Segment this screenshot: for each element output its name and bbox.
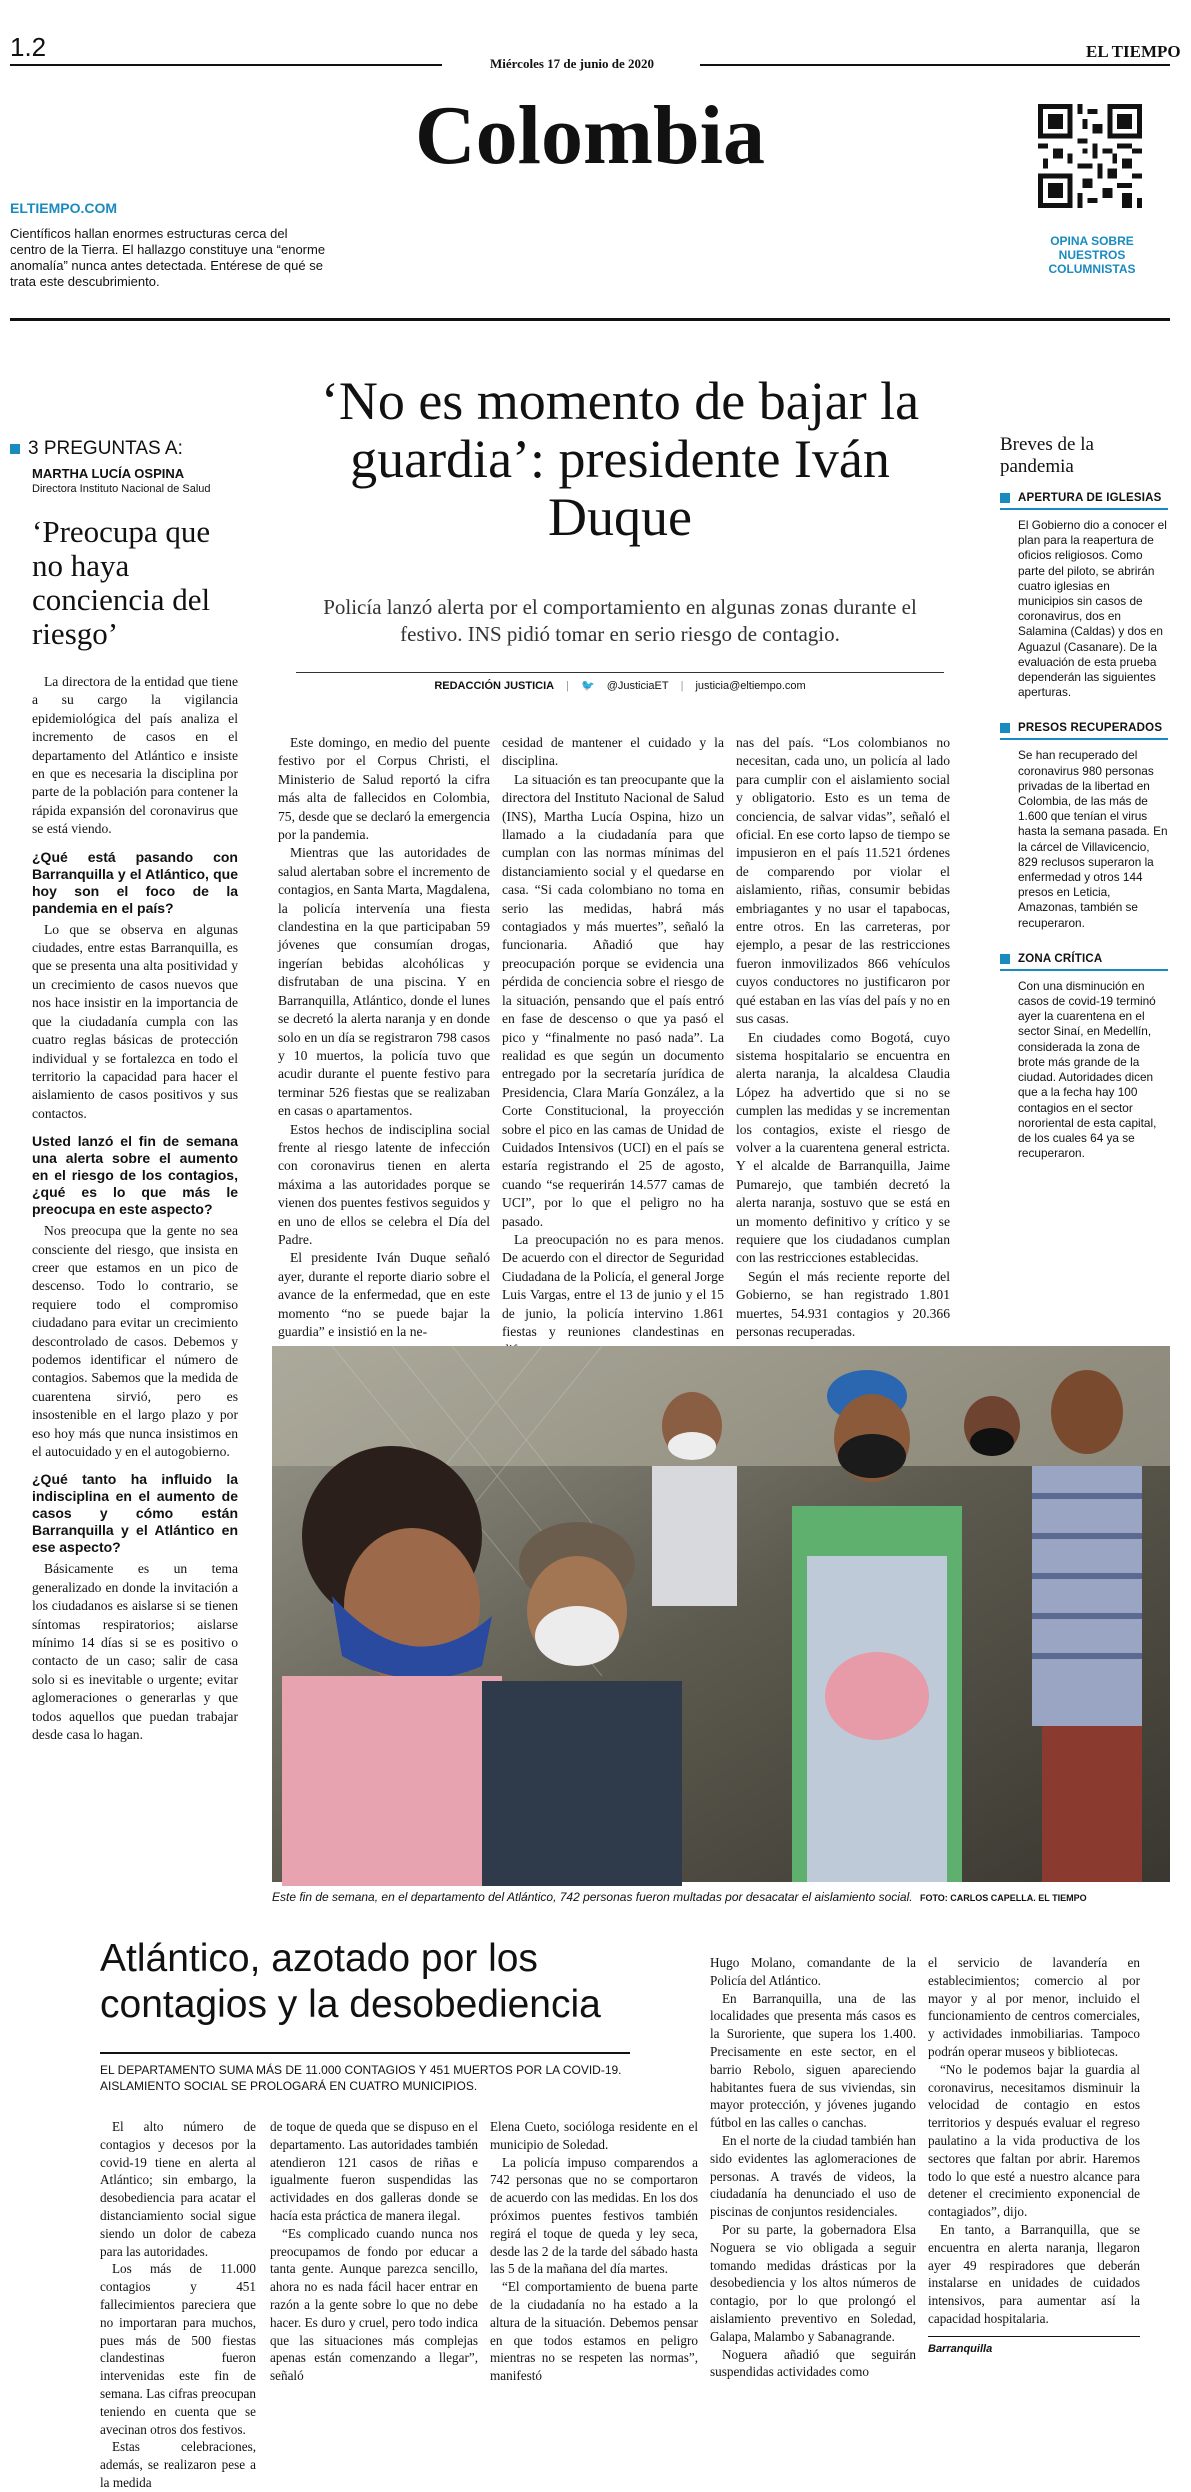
interviewee-role: Directora Instituto Nacional de Salud: [32, 483, 211, 495]
interview-kicker: 3 PREGUNTAS A:: [28, 438, 183, 459]
brief-square-icon: [1000, 954, 1010, 964]
second-headline: Atlántico, azotado por los contagios y la desobediencia: [100, 1937, 601, 2026]
second-paragraph: La policía impuso comparendos a 742 personas que no se comportaron de acuerdo con las medidas. En los dos próximos puentes festivos también regirá el toque de queda y ley seca, desde las 2 de la tarde del sábado hasta las 5 de la mañana del día martes.: [490, 2154, 698, 2277]
email-link[interactable]: justicia@eltiempo.com: [695, 679, 806, 692]
photo-caption-line: [272, 1890, 1170, 1904]
question-1: ¿Qué está pasando con Barranquilla y el Atlántico, que hoy son el foco de la pandemia en el país?: [32, 848, 238, 916]
main-col-2: [502, 734, 724, 1360]
main-headline: ‘No es momento de bajar la guardia’: presidente Iván Duque: [320, 371, 920, 547]
interview-quote: ‘Preocupa que no haya conciencia del riesgo’: [32, 514, 211, 651]
second-paragraph: En Barranquilla, una de las localidades que presenta más casos es la Suroriente, que supera los 1.400. Precisamente en este sector, en el barrio Rebolo, siguen apareciendo habitantes fuera de sus viviendas, sin mayor protección, y jóvenes jugando fútbol en las calles o canchas.: [710, 1990, 916, 2131]
qr-caption: OPINA SOBRE NUESTROS COLUMNISTAS: [1048, 234, 1136, 276]
answer-3: Básicamente es un tema generalizado en donde la invitación a los ciudadanos es aislarse si se tienen síntomas respiratorios; aislarse mínimo 14 días si se es positivo o contacto de un caso; salir de casa solo si es inevitable o urgente; evitar aglomeraciones o generarlas y que todos aquellos que puedan trabajar desde casa lo hagan.: [32, 1561, 238, 1743]
briefs-title: Breves de la pandemia: [1000, 434, 1094, 477]
brief-heading: APERTURA DE IGLESIAS: [1018, 492, 1162, 504]
interview-column: [10, 438, 238, 1744]
second-paragraph: “El comportamiento de buena parte de la ciudadanía no ha estado a la altura de la situación. Debemos pensar en que todos estamos en peligro mientras no se respeten las normas”, manifestó: [490, 2279, 698, 2384]
second-col-3: [490, 2118, 698, 2385]
brand-logo: EL TIEMPO: [1086, 42, 1181, 61]
second-paragraph: Estas celebraciones, además, se realizaron pese a la medida: [100, 2439, 256, 2490]
issue-date: Miércoles 17 de junio de 2020: [490, 56, 655, 71]
second-paragraph: de toque de queda que se dispuso en el departamento. Las autoridades también atendieron 121 casos de riñas e igualmente fueron suspendidas las actividades en dos galleras donde se hacía esta práctica de manera ilegal.: [270, 2119, 478, 2223]
second-col-5: [928, 1954, 1140, 2359]
qr-code[interactable]: [1038, 104, 1142, 208]
main-paragraph: cesidad de mantener el cuidado y la disciplina.: [502, 735, 724, 769]
brief-item: [1000, 953, 1168, 1161]
question-3: ¿Qué tanto ha influido la indisciplina en el aumento de casos y cómo están Barranquilla y el Atlántico en ese aspecto?: [32, 1471, 238, 1556]
question-2: Usted lanzó el fin de semana una alerta sobre el aumento en el riesgo de los contagios, ¿qué es lo que más le preocupa en este aspecto?: [32, 1133, 238, 1218]
answer-1: Lo que se observa en algunas ciudades, entre estas Barranquilla, es que se presenta una alta positividad y un crecimiento de casos nuevos que nos hace insistir en la importancia de que la ciudadanía cumpla con las cuatro reglas básicas de protección individual y se fortalezca en todo el territorio la capacidad para hacer el aislamiento de casos positivos y sus contactos.: [32, 921, 238, 1121]
interviewee-name: MARTHA LUCÍA OSPINA: [32, 466, 185, 481]
main-paragraph: nas del país. “Los colombianos no necesitan, cada uno, un policía al lado para cumplir con el aislamiento social y obligatorio. Esto es un tema de conciencia, de salvar vidas”, señaló el oficial. En ese corto lapso de tiempo se impusieron en el país 11.521 órdenes de comparendo por violar el aislamiento, riñas, consumir bebidas embriagantes y no usar el tapabocas, entre otros. En las carreteras, por ejemplo, a pesar de las restricciones fueron inmovilizados 866 vehículos cuyos conductores no justificaron por qué estaban en las vías del país y no en sus casas.: [736, 735, 950, 1027]
brief-square-icon: [1000, 493, 1010, 503]
main-paragraph: En ciudades como Bogotá, cuyo sistema hospitalario se encuentra en alerta naranja, la alcaldesa Claudia López ha advertido que si no se cumplen las medidas y se incrementan los contagios, existe el riesgo de volver a la cuarentena general estricta. Y el alcalde de Barranquilla, Jaime Pumarejo, que también decretó la alerta naranja, sostuvo que se está en un momento definitivo y crítico y se requiere que los ciudadanos cumplan con las restricciones establecidas.: [736, 1029, 950, 1266]
page-number: 1.2: [10, 32, 47, 62]
second-col-4: [710, 1954, 916, 2381]
brief-text: Con una disminución en casos de covid-19 terminó ayer la cuarentena en el sector Sinaí, en Medellín, considerada la zona de brote más grande de la ciudad. Autoridades dicen que a la fecha hay 100 contagios en el sector nororiental de esta capital, de los cuales 64 ya se recuperaron.: [1018, 978, 1157, 1161]
dateline: Barranquilla: [928, 2336, 1140, 2359]
twitter-icon: 🐦: [580, 680, 595, 692]
second-paragraph: Noguera añadió que seguirán suspendidas actividades como: [710, 2346, 916, 2380]
main-deck: Policía lanzó alerta por el comportamiento en algunas zonas durante el festivo. INS pidió tomar en serio riesgo de contagio.: [323, 595, 917, 646]
brief-text: Se han recuperado del coronavirus 980 personas privadas de la libertad en Colombia, de las más de 1.600 que tenían el virus hasta la semana pasada. En la cárcel de Villavicencio, 829 reclusos superaron la enfermedad y otros 144 presos en Leticia, Amazonas, también se recuperaron.: [1018, 748, 1168, 930]
section-title: Colombia: [414, 89, 766, 182]
teaser-text: Científicos hallan enormes estructuras cerca del centro de la Tierra. El hallazgo constituye una “enorme anomalía” nunca antes detectada. Entérese de qué se trata este descubrimiento.: [10, 226, 326, 289]
main-paragraph: Según el más reciente reporte del Gobierno, se han registrado 1.801 muertes, 54.931 contagios y 20.366 personas recuperadas.: [736, 1268, 950, 1339]
second-col-1: [100, 2118, 256, 2492]
second-paragraph: Los más de 11.000 contagios y 451 fallecimientos pareciera que no importaran para muchos, pues más de 500 fiestas clandestinas fueron intervenidas este fin de semana. Las cifras preocupan teniendo en cuenta que se avecinan otros dos festivos.: [100, 2261, 256, 2437]
brief-item: [1000, 492, 1168, 700]
second-paragraph: “No le podemos bajar la guardia al coronavirus, necesitamos disminuir la velocidad de contagio en estos territorios y después evaluar el regreso paulatino a la vida productiva de los sectores que faltan por abrir. Haremos todo lo que esté a nuestro alcance para detener el crecimiento exponencial de contagiados”, dijo.: [928, 2061, 1140, 2220]
top-rule-left: [10, 64, 442, 66]
second-paragraph: “Es complicado cuando nunca nos preocupamos de fondo por educar a tanta gente. Aunque parezca sencillo, ahora no es nada fácil hacer entrar en razón a la gente sobre lo que no debe hacer. Es duro y cruel, pero todo indica que las situaciones más complejas apenas están comenzando a llegar”, señaló: [270, 2225, 478, 2384]
second-summary: EL DEPARTAMENTO SUMA MÁS DE 11.000 CONTAGIOS Y 451 MUERTOS POR LA COVID-19. AISLAMIENTO SOCIAL SE PROLOGARÁ EN CUATRO MUNICIPIOS.: [100, 2063, 622, 2093]
second-paragraph: El alto número de contagios y decesos por la covid-19 tiene en alerta al Atlántico; sin embargo, la desobediencia para acatar el distanciamiento social sigue siendo un dolor de cabeza para las autoridades.: [100, 2119, 256, 2259]
answer-2: Nos preocupa que la gente no sea consciente del riesgo, que insista en creer que estamos en un pico de descenso. Todo lo contrario, se requiere todo el compromiso ciudadano para evitar un crecimiento descontrolado de casos. Debemos y podemos identificar el número de contagios. Sabemos que la medida de cuarentena sirvió, pero es insostenible en el largo plazo y por eso hoy más que nunca insistimos en el autocuidado y en el autogobierno.: [32, 1223, 238, 1459]
second-paragraph: Elena Cueto, socióloga residente en el municipio de Soledad.: [490, 2119, 698, 2152]
main-col-1: [278, 734, 490, 1341]
byline-bar: REDACCIÓN JUSTICIA | 🐦 @JusticiaET | justicia@eltiempo.com: [296, 672, 944, 698]
second-paragraph: Hugo Molano, comandante de la Policía del Atlántico.: [710, 1955, 916, 1988]
second-paragraph: En tanto, a Barranquilla, que se encuentra en alerta naranja, llegaron ayer 49 respiradores que deberán instalarse en unidades de cuidados intensivos, para aumentar así la capacidad hospitalaria.: [928, 2221, 1140, 2326]
byline: REDACCIÓN JUSTICIA: [434, 679, 555, 692]
second-paragraph: el servicio de lavandería en establecimientos; comercio al por mayor y al por menor, incluido el funcionamiento de centros comerciales, y actividades inmobiliarias. Tampoco podrán operar museos y bibliotecas.: [928, 1955, 1140, 2059]
interview-intro: La directora de la entidad que tiene a su cargo la vigilancia epidemiológica del país analiza el incremento de casos en el departamento del Atlántico e insiste en que es necesaria la disciplina por parte de la población para contener la rápida expansión del coronavirus que se está viendo.: [32, 674, 238, 837]
main-paragraph: La situación es tan preocupante que la directora del Instituto Nacional de Salud (INS), Martha Lucía Ospina, hizo un llamado a la ciudadanía para que cumplan con las normas mínimas del distanciamiento social y el quedarse en casa. “Si cada colombiano no toma en serio las medidas, habrá más contagiados y más muertes”, señaló la funcionaria. Añadió que hay preocupación porque se evidencia una pérdida de conciencia sobre el riesgo de la situación, pensando que el país entró en fase de descenso o que ya pasó el pico y “finalmente no pasó nada”. La realidad es que según un documento entregado por la secretaría jurídica de Presidencia, Clara María González, a la Corte Constitucional, la proyección sobre el pico en las camas de Unidad de Cuidados Intensivos (UCI) en el país se estaría registrando el 25 de agosto, cuando “se requerirán 14.577 camas de UCI”, por lo que el peligro no ha pasado.: [502, 771, 724, 1229]
masthead-bottom-rule: [10, 318, 1170, 321]
top-rule-right: [700, 64, 1170, 66]
summary-rule: [100, 2052, 630, 2054]
brief-item: [1000, 722, 1168, 930]
brief-square-icon: [1000, 723, 1010, 733]
brief-heading: ZONA CRÍTICA: [1018, 952, 1103, 965]
main-paragraph: Estos hechos de indisciplina social frente al riesgo latente de infección con coronavirus tienen en alerta máxima a las autoridades porque se vienen dos puentes festivos seguidos y en uno de ellos se celebra el Día del Padre.: [278, 1121, 490, 1247]
photo-credit: FOTO: CARLOS CAPELLA. EL TIEMPO: [919, 1893, 1087, 1903]
brief-text: El Gobierno dio a conocer el plan para la reapertura de oficios religiosos. Como parte del piloto, se abrirán cuatro iglesias en municipios sin casos de coronavirus, dos en Salamina (Caldas) y dos en Aguazul (Casanare). De la evaluación de esta prueba dependerán las siguientes aperturas.: [1018, 518, 1167, 700]
second-paragraph: En el norte de la ciudad también han sido evidentes las aglomeraciones de personas. A través de videos, la ciudadanía ha denunciado el uso de piscinas de conjuntos residenciales.: [710, 2132, 916, 2220]
briefs-panel: [1000, 434, 1168, 1161]
twitter-handle[interactable]: @JusticiaET: [606, 679, 669, 692]
second-col-2: [270, 2118, 478, 2385]
main-paragraph: La preocupación no es para menos. De acuerdo con el director de Seguridad Ciudadana de la Policía, el general Jorge Luis Vargas, entre el 13 de junio y el 15 de junio, la policía intervino 1.861 fiestas y reuniones clandestinas en: [502, 1231, 724, 1339]
kicker-square-icon: [10, 444, 20, 454]
second-paragraph: Por su parte, la gobernadora Elsa Noguera se vio obligada a seguir tomando medidas drásticas por la desobediencia y los altos números de contagio, por lo que prolongó el aislamiento preventivo en Soledad, Galapa, Malambo y Sabanagrande.: [710, 2221, 916, 2344]
main-col-3: [736, 734, 950, 1341]
main-paragraph: Mientras que las autoridades de salud alertaban sobre el incremento de contagios, en Santa Marta, Magdalena, la policía intervenía una fiesta clandestina en la que participaban 59 jóvenes que consumían drogas, ingerían bebidas alcohólicas y disfrutaban de una piscina. Y en Barranquilla, Atlántico, donde el lunes se decretó la alerta naranja y en donde solo en un día se registraron 798 casos y 10 muertos, la policía tuvo que acudir durante el puente festivo para terminar 526 fiestas que se realizaban en casas o apartamentos.: [278, 845, 490, 1119]
main-paragraph: Este domingo, en medio del puente festivo por el Corpus Christi, el Ministerio de Salud reportó la cifra más alta de fallecidos en Colombia, 75, desde que se declaró la emergencia por la pandemia.: [278, 735, 490, 843]
brief-heading: PRESOS RECUPERADOS: [1018, 722, 1163, 735]
site-link[interactable]: ELTIEMPO.COM: [10, 200, 118, 216]
news-photo: [272, 1346, 1170, 1882]
main-paragraph: El presidente Iván Duque señaló ayer, durante el reporte diario sobre el avance de la enfermedad, que en este momento “no se puede bajar la guardia” e insistió en la ne-: [278, 1250, 490, 1339]
photo-caption: Este fin de semana, en el departamento del Atlántico, 742 personas fueron multadas por desacatar el aislamiento social.: [272, 1890, 913, 1904]
